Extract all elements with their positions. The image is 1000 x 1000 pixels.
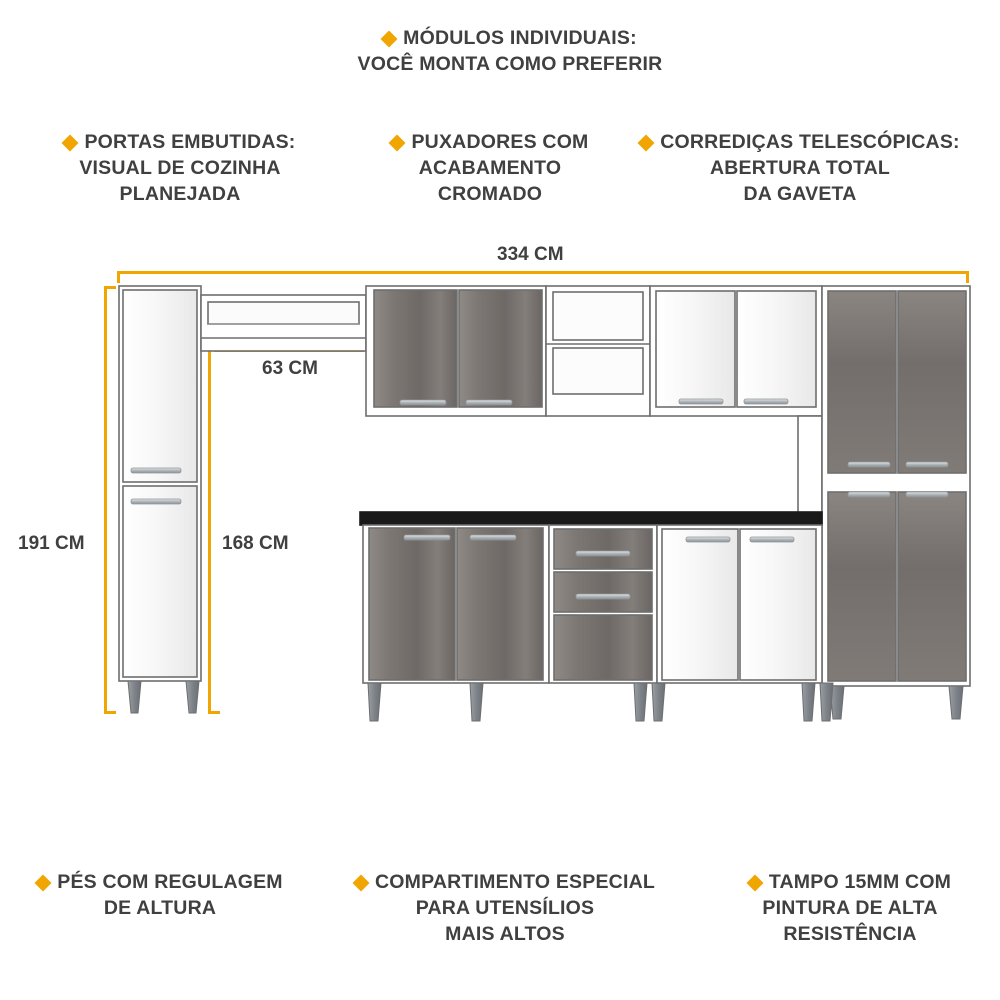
feature-line: CORREDIÇAS TELESCÓPICAS: [620, 130, 980, 156]
diamond-icon [746, 875, 763, 892]
feature-line: PUXADORES COM [355, 130, 625, 156]
feature-compartimento-especial [315, 870, 695, 948]
feature-line: PÉS COM REGULAGEM [5, 870, 315, 896]
diamond-icon [35, 875, 52, 892]
diamond-icon [62, 135, 79, 152]
feature-line: DE ALTURA [103, 896, 217, 919]
diamond-icon [638, 135, 655, 152]
dimension-label-total-width: 334 CM [497, 244, 564, 265]
feature-pes-reguláveis [5, 870, 315, 922]
dimension-rule-upper-height [208, 350, 211, 714]
diamond-icon [389, 135, 406, 152]
feature-line: COMPARTIMENTO ESPECIAL [315, 870, 695, 896]
feature-line: PINTURA DE ALTA [762, 896, 938, 919]
diamond-icon [353, 875, 370, 892]
dimension-rule-tall-height [104, 286, 107, 714]
feature-line: PARA UTENSÍLIOS [415, 896, 595, 919]
feature-line: ACABAMENTO [418, 156, 562, 179]
dimension-rule-total-width [117, 271, 969, 274]
feature-modulos-individuais [300, 26, 720, 78]
diamond-icon [381, 31, 398, 48]
dimension-tick-upper-bottom [208, 711, 220, 714]
feature-line: CROMADO [437, 182, 543, 205]
dimension-label-upper-width: 63 CM [262, 358, 318, 379]
dimension-tick-left [117, 271, 120, 283]
feature-line: MAIS ALTOS [445, 922, 565, 945]
dimension-rule-upper-width [214, 349, 364, 352]
dimension-label-upper-height: 168 CM [222, 533, 289, 554]
feature-line: RESISTÊNCIA [783, 922, 917, 945]
feature-line: VOCÊ MONTA COMO PREFERIR [357, 52, 663, 75]
feature-line: TAMPO 15MM COM [700, 870, 1000, 896]
feature-line: VISUAL DE COZINHA [79, 156, 281, 179]
feature-tampo-15mm [700, 870, 1000, 948]
dimension-tick-tall-bottom [104, 711, 116, 714]
dimension-tick-upper-left [214, 342, 217, 352]
feature-line: PORTAS EMBUTIDAS: [20, 130, 340, 156]
feature-corredicas-telescopicas [620, 130, 980, 208]
feature-line: ABERTURA TOTAL [709, 156, 891, 179]
dimension-label-tall-height: 191 CM [18, 533, 85, 554]
feature-portas-embutidas [20, 130, 340, 208]
feature-line: DA GAVETA [743, 182, 857, 205]
feature-line: MÓDULOS INDIVIDUAIS: [300, 26, 720, 52]
feature-puxadores-cromados [355, 130, 625, 208]
feature-line: PLANEJADA [119, 182, 241, 205]
dimension-tick-tall-top [104, 286, 116, 289]
dimension-tick-right [966, 271, 969, 283]
